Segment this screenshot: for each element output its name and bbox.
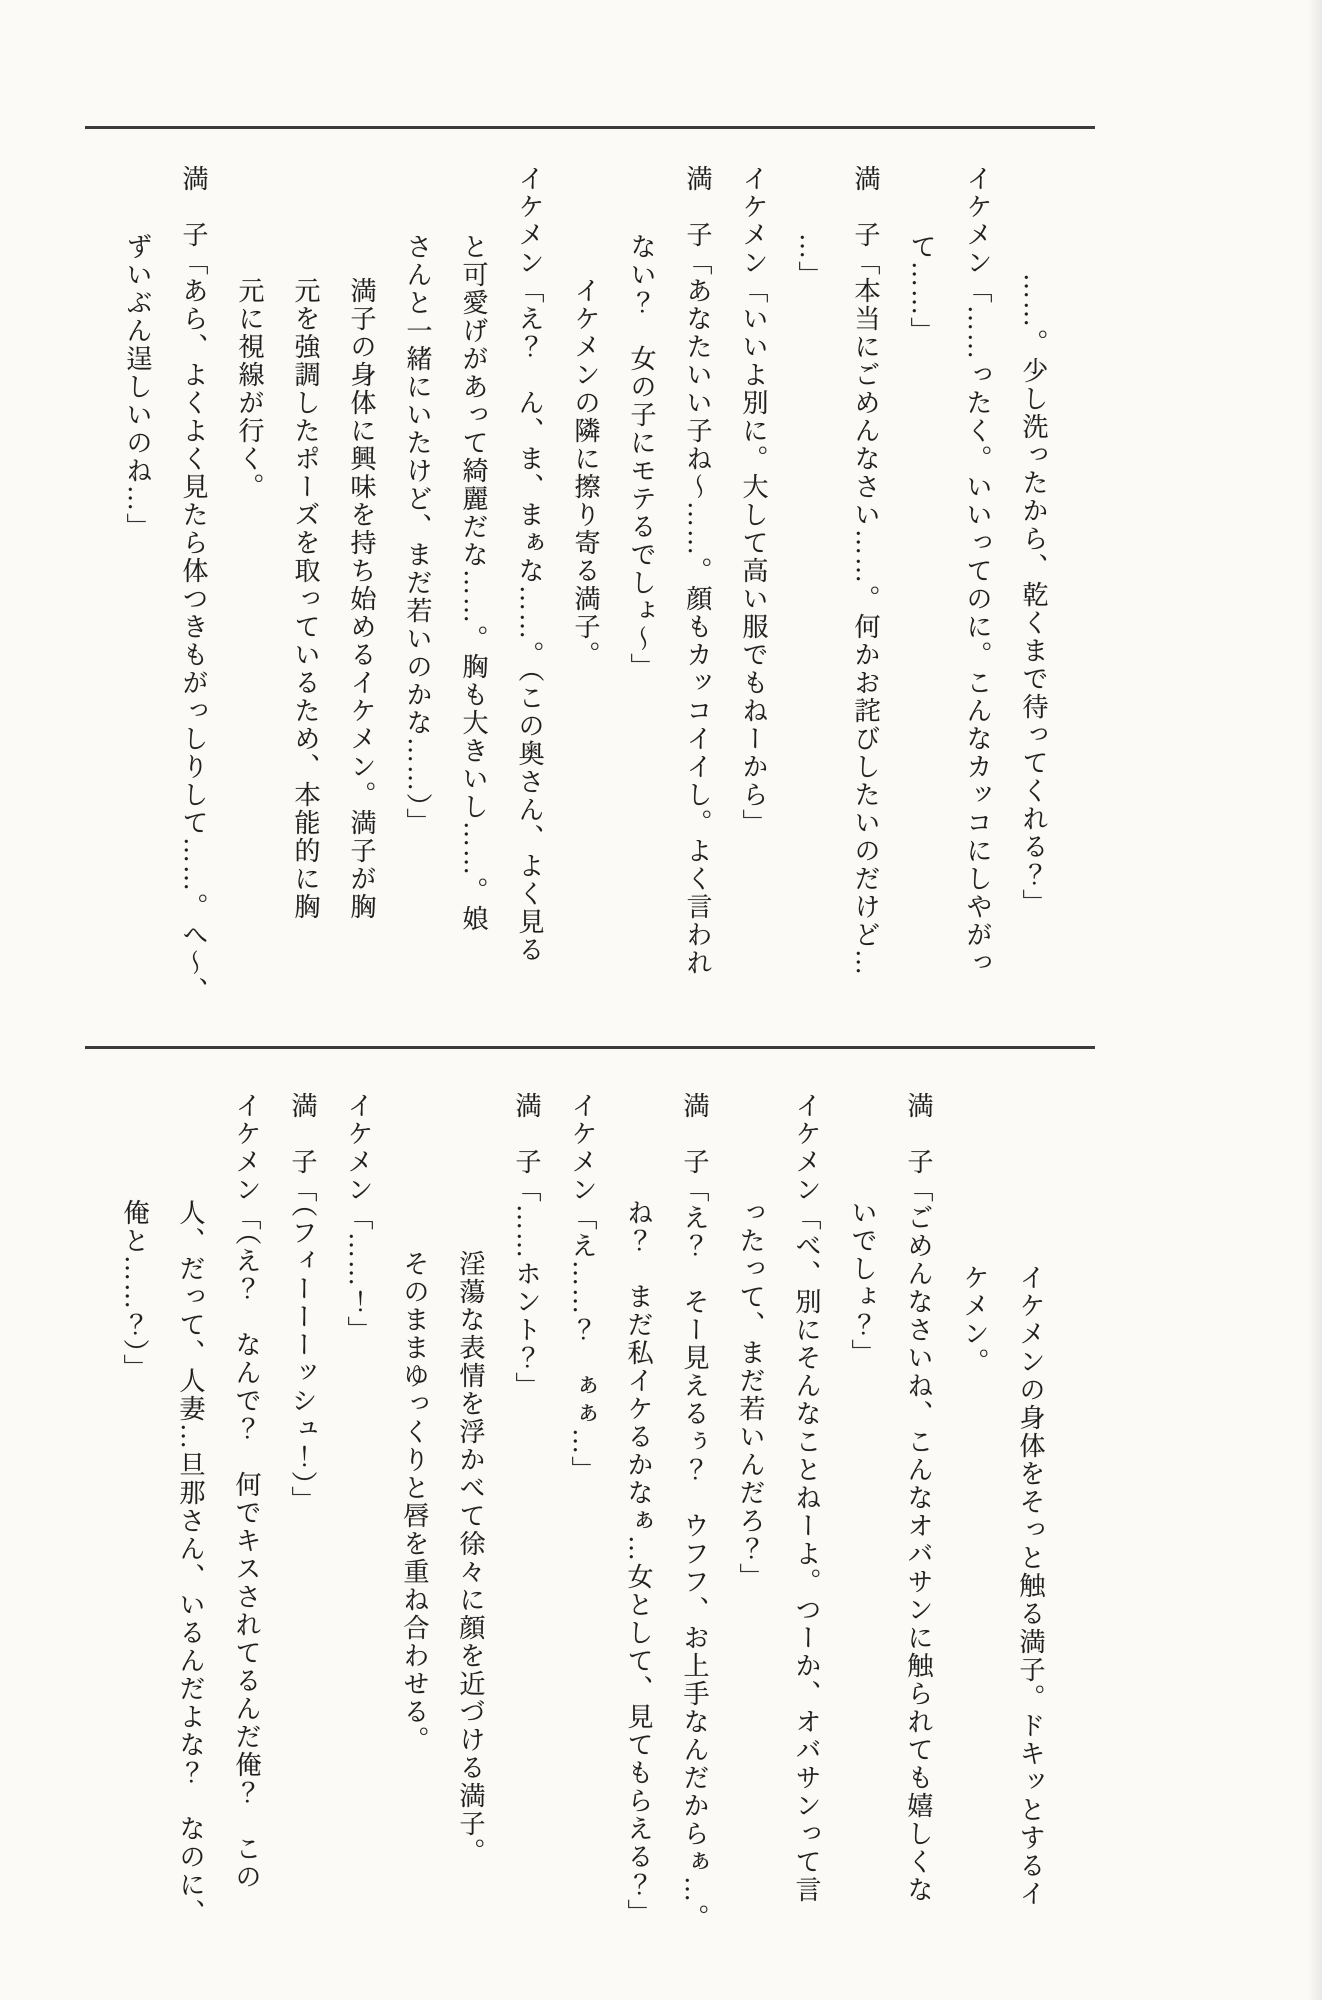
script-column: イケメン「（え？ なんで？ 何でキスされてるんだ俺？ この (232, 1092, 261, 1891)
script-column: 俺と……？）」 (120, 1199, 149, 1382)
script-column: ない？ 女の子にモテるでしょ〜」 (627, 233, 656, 681)
script-column: イケメン「え……？ ぁぁ…」 (568, 1092, 597, 1484)
script-column: イケメン「え？ ん、ま、まぁな……。（この奥さん、よく見る (515, 165, 544, 964)
script-column: イケメン「いいよ別に。大して高い服でもねーから」 (739, 165, 768, 837)
script-section-bottom (106, 1092, 1058, 1980)
script-column: イケメン「べ、別にそんなことねーよ。つーか、オバサンって言 (792, 1092, 821, 1904)
script-column: イケメンの隣に擦り寄る満子。 (571, 277, 600, 669)
script-column: 淫蕩な表情を浮かべて徐々に顔を近づける満子。 (456, 1250, 485, 1866)
script-column: 人、だって、人妻…旦那さん、いるんだよな？ なのに、 (176, 1199, 205, 1927)
script-column: ったって、まだ若いんだろ？」 (736, 1199, 765, 1591)
script-column: 満 子「あなたいい子ね〜……。顔もカッコイイし。よく言われ (683, 165, 712, 977)
script-column: 満 子「（フィーーーッシュ！）」 (288, 1092, 317, 1514)
script-column: 満子の身体に興味を持ち始めるイケメン。満子が胸 (347, 277, 376, 921)
script-section-top (109, 165, 1061, 1017)
script-column: いでしょ？」 (848, 1199, 877, 1367)
script-column: ずいぶん逞しいのね…」 (123, 233, 152, 541)
script-column: 元に視線が行く。 (235, 277, 264, 501)
script-column: 元を強調したポーズを取っているため、本能的に胸 (291, 277, 320, 921)
script-column: …」 (795, 233, 824, 289)
scan-edge-shadow (1308, 0, 1322, 2000)
script-column: イケメン「……！」 (344, 1092, 373, 1344)
script-column: と可愛げがあって綺麗だな……。胸も大きいし……。娘 (459, 233, 488, 933)
script-column: ……。少し洗ったから、乾くまで待ってくれる？」 (1019, 273, 1048, 917)
script-column: ケメン。 (960, 1264, 989, 1376)
script-column: て……」 (907, 233, 936, 345)
section-divider-top (85, 126, 1095, 129)
script-column: イケメンの身体をそっと触る満子。ドキッとするイ (1016, 1264, 1045, 1908)
script-column: 満 子「本当にごめんなさい……。何かお詫びしたいのだけど… (851, 165, 880, 977)
script-column: ね？ まだ私イケるかなぁ…女として、見てもらえる？」 (624, 1199, 653, 1927)
script-column: 満 子「え？ そー見えるぅ？ ウフフ、お上手なんだからぁ…。 (680, 1092, 709, 1932)
script-column: そのままゆっくりと唇を重ね合わせる。 (400, 1250, 429, 1754)
script-column: 満 子「あら、よくよく見たら体つきもがっしりして……。へ〜、 (179, 165, 208, 1005)
script-column: さんと一緒にいたけど、まだ若いのかな……）」 (403, 233, 432, 836)
script-column: 満 子「……ホント？」 (512, 1092, 541, 1400)
script-column: 満 子「ごめんなさいね、こんなオバサンに触られても嬉しくな (904, 1092, 933, 1904)
script-column: イケメン「……ったく。いいってのに。こんなカッコにしやがっ (963, 165, 992, 977)
section-divider-middle (85, 1046, 1095, 1049)
